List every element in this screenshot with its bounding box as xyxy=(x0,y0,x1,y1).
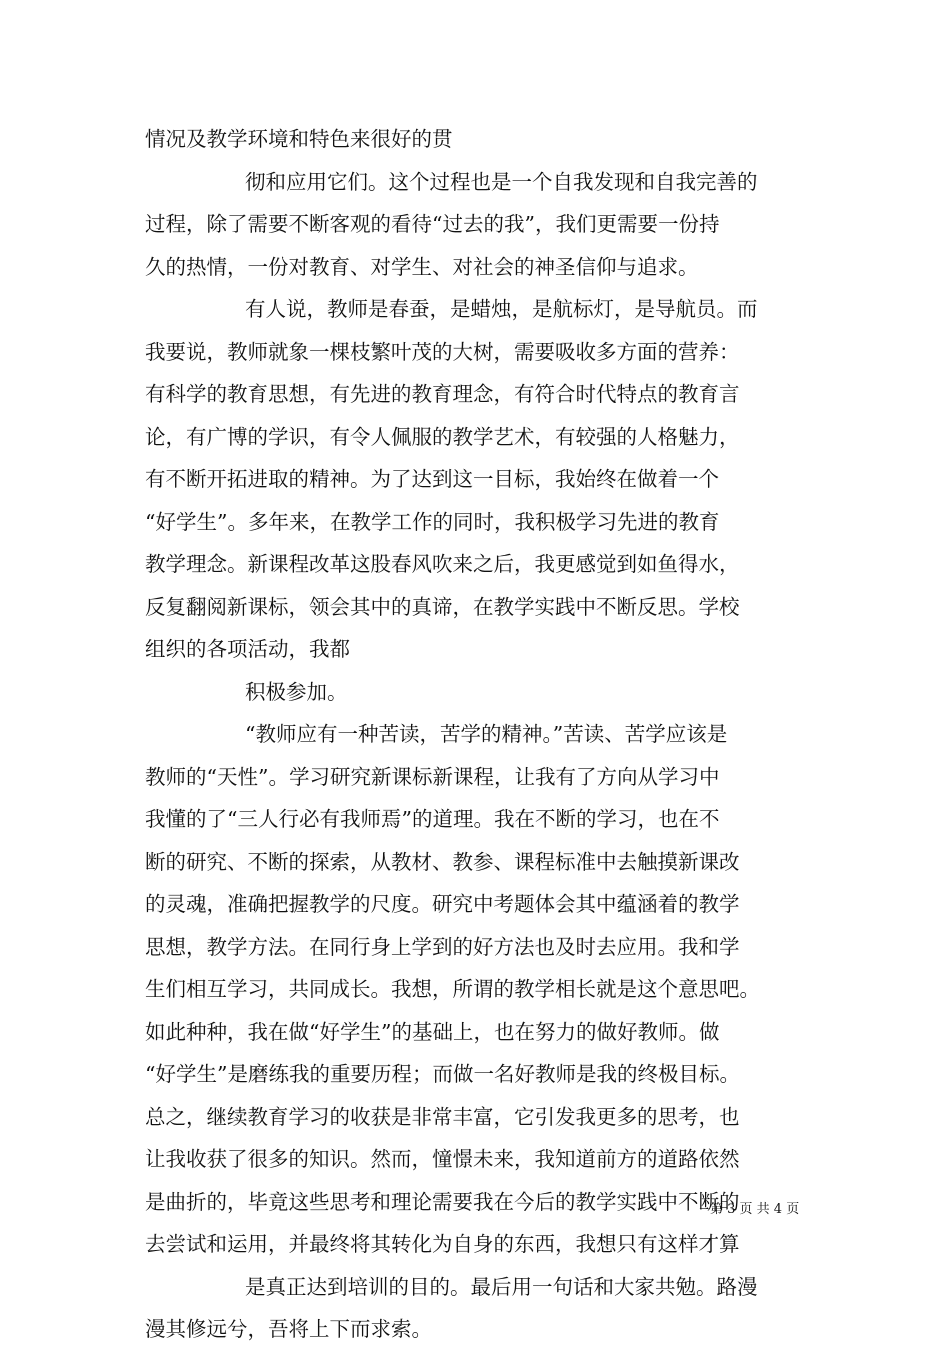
text-line: 反复翻阅新课标，领会其中的真谛，在教学实践中不断反思。学校 xyxy=(145,594,740,619)
text-line: 我要说，教师就象一棵枝繁叶茂的大树，需要吸收多方面的营养： xyxy=(145,339,740,364)
text-line: 断的研究、不断的探索，从教材、教参、课程标准中去触摸新课改 xyxy=(145,849,740,874)
text-line: 积极参加。 xyxy=(245,679,348,704)
text-line: “好学生”。多年来，在教学工作的同时，我积极学习先进的教育 xyxy=(145,509,720,534)
text-line: 教师的“天性”。学习研究新课标新课程，让我有了方向从学习中 xyxy=(145,764,720,789)
text-line: 的灵魂，准确把握教学的尺度。研究中考题体会其中蕴涵着的教学 xyxy=(145,892,740,916)
text-line: 组织的各项活动，我都 xyxy=(145,637,350,661)
text-line: 久的热情，一份对教育、对学生、对社会的神圣信仰与追求。 xyxy=(145,254,699,279)
text-line: 情况及教学环境和特色来很好的贯 xyxy=(145,127,453,151)
text-line: 生们相互学习，共同成长。我想，所谓的教学相长就是这个意思吧。 xyxy=(145,977,760,1001)
text-line: 论，有广博的学识，有令人佩服的教学艺术，有较强的人格魅力， xyxy=(145,424,740,449)
text-line: 彻和应用它们。这个过程也是一个自我发现和自我完善的 xyxy=(245,169,758,194)
text-line: 漫其修远兮，吾将上下而求索。 xyxy=(145,1317,432,1341)
text-line: 去尝试和运用，并最终将其转化为自身的东西，我想只有这样才算 xyxy=(145,1232,740,1256)
page-number-footer: 第 3 页 共 4 页 xyxy=(710,1202,800,1217)
text-line: 有科学的教育思想，有先进的教育理念，有符合时代特点的教育言 xyxy=(145,382,740,406)
text-line: 有不断开拓进取的精神。为了达到这一目标，我始终在做着一个 xyxy=(145,467,719,491)
text-line: 是曲折的，毕竟这些思考和理论需要我在今后的教学实践中不断的 xyxy=(145,1189,740,1214)
text-line: 是真正达到培训的目的。最后用一句话和大家共勉。路漫 xyxy=(245,1274,758,1299)
text-line: “教师应有一种苦读，苦学的精神。”苦读、苦学应该是 xyxy=(245,722,728,746)
text-line: 思想，教学方法。在同行身上学到的好方法也及时去应用。我和学 xyxy=(145,934,740,959)
text-line: 过程，除了需要不断客观的看待“过去的我”，我们更需要一份持 xyxy=(145,212,720,236)
text-line: “好学生”是磨练我的重要历程；而做一名好教师是我的终极目标。 xyxy=(145,1062,740,1086)
text-line: 有人说，教师是春蚕，是蜡烛，是航标灯，是导航员。而 xyxy=(245,297,758,321)
text-line: 总之，继续教育学习的收获是非常丰富，它引发我更多的思考，也 xyxy=(145,1104,740,1129)
body-text xyxy=(145,118,810,1351)
text-line: 如此种种，我在做“好学生”的基础上，也在努力的做好教师。做 xyxy=(145,1019,720,1044)
text-line: 我懂的了“三人行必有我师焉”的道理。我在不断的学习，也在不 xyxy=(145,807,720,831)
text-line: 让我收获了很多的知识。然而，憧憬未来，我知道前方的道路依然 xyxy=(145,1147,740,1171)
text-line: 教学理念。新课程改革这股春风吹来之后，我更感觉到如鱼得水， xyxy=(145,552,740,576)
